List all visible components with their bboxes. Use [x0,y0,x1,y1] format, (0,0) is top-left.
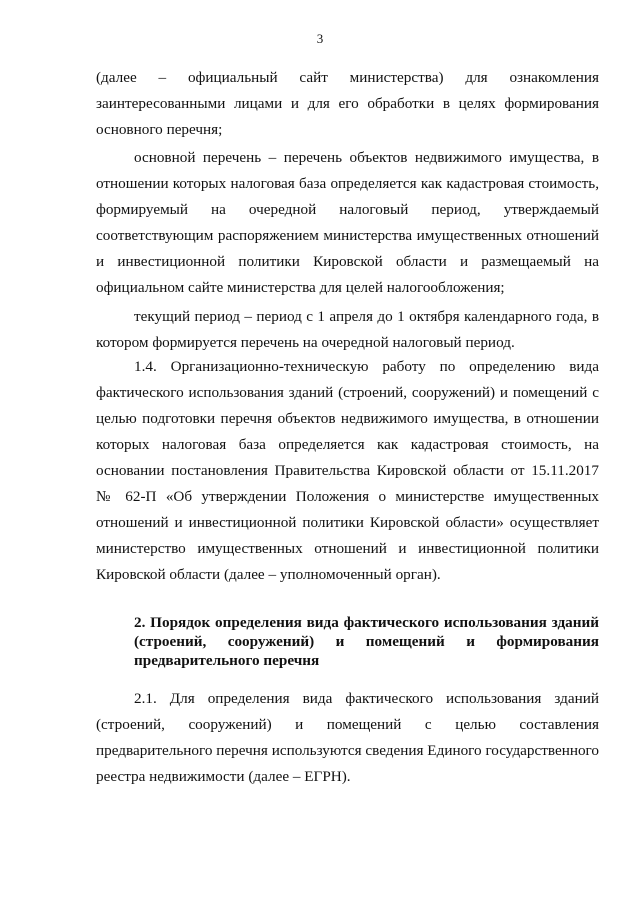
paragraph-official-site: (далее – официальный сайт министерства) для ознакомления заинтересованными лицами и для его обработки в целях формирования основного перечня; [96,69,599,138]
paragraph-1-4: 1.4. Организационно-техническую работу по определению вида фактического использования зданий (строений, сооружений) и помещений с целью подготовки перечня объектов недвижимого имущества, в отношении которых налоговая база определяется как кадастровая стоимость, на основании постановления Правительства Кировской области от 15.11.2017 № 62-П «Об утверждении Положения о министерстве имущественных отношений и инвестиционной политики Кировской области» осуществляет министерство имущественных отношений и инвестиционной политики Кировской области (далее – уполномоченный орган). [96,358,599,583]
paragraph-current-period-definition: текущий период – период с 1 апреля до 1 октября календарного года, в котором формируется перечень на очередной налоговый период. [96,308,599,351]
section-2-heading: 2. Порядок определения вида фактического использования зданий (строений, сооружений) и помещений и формирования предварительного перечня [134,614,599,669]
paragraph-2-1: 2.1. Для определения вида фактического использования зданий (строений, сооружений) и помещений с целью составления предварительного перечня используются сведения Единого государственного реестра недвижимости (далее – ЕГРН). [96,690,599,785]
paragraph-main-list-definition: основной перечень – перечень объектов недвижимого имущества, в отношении которых налоговая база определяется как кадастровая стоимость, формируемый на очередной налоговый период, утверждаемый соответствующим распоряжением министерства имущественных отношений и инвестиционной политики Кировской области и размещаемый на официальном сайте министерства для целей налогообложения; [96,149,599,296]
page-number: 3 [316,31,324,46]
